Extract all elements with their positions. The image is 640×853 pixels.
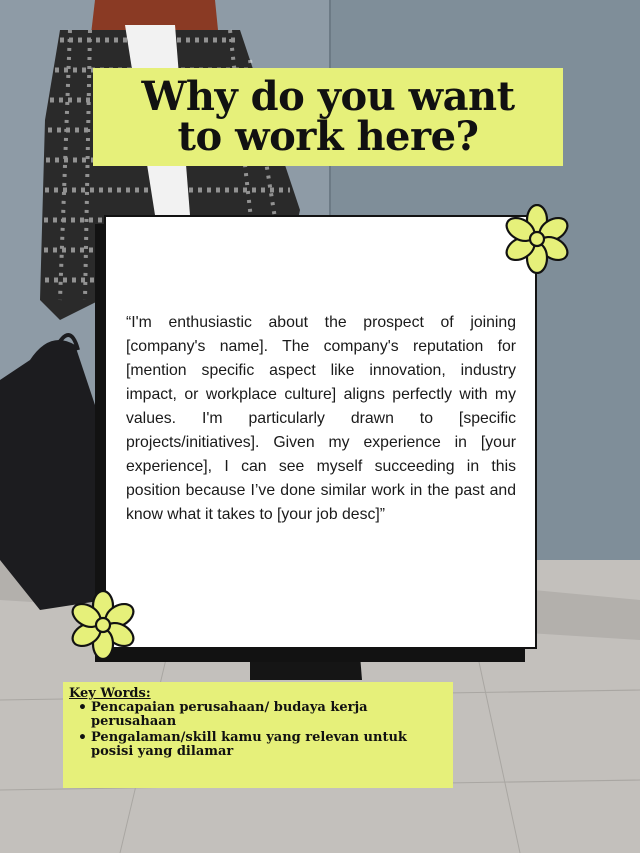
bullet-icon: •: [78, 730, 87, 746]
keywords-list: [69, 701, 445, 759]
answer-quote: “I'm enthusiastic about the prospect of joining [company's name]. The company's reputation for [mention specific aspect like innovation, industry impact, or workplace culture] aligns perfectly with my values. I'm particularly drawn to [specific projects/initiatives]. Given my experience in [your experience], I can see myself succeeding in this position because I’ve done similar work in the past and know what it takes to [your job desc]”: [126, 314, 516, 523]
title-line-2: to work here?: [177, 113, 479, 160]
quote-card: [104, 215, 537, 649]
flower-icon-bottom-left: [68, 590, 138, 660]
keyword-item: [78, 730, 445, 759]
keyword-text: Pencapaian perusahaan/ budaya kerja perusahaan: [91, 700, 368, 729]
keyword-text: Pengalaman/skill kamu yang relevan untuk posisi yang dilamar: [91, 730, 407, 759]
flower-icon-top-right: [502, 204, 572, 274]
bullet-icon: •: [78, 700, 87, 716]
title-line-1: Why do you want: [141, 73, 515, 120]
keyword-item: [78, 700, 445, 729]
title-banner: [93, 68, 563, 166]
keywords-heading: Key Words:: [69, 686, 151, 701]
keywords-box: [63, 682, 453, 788]
